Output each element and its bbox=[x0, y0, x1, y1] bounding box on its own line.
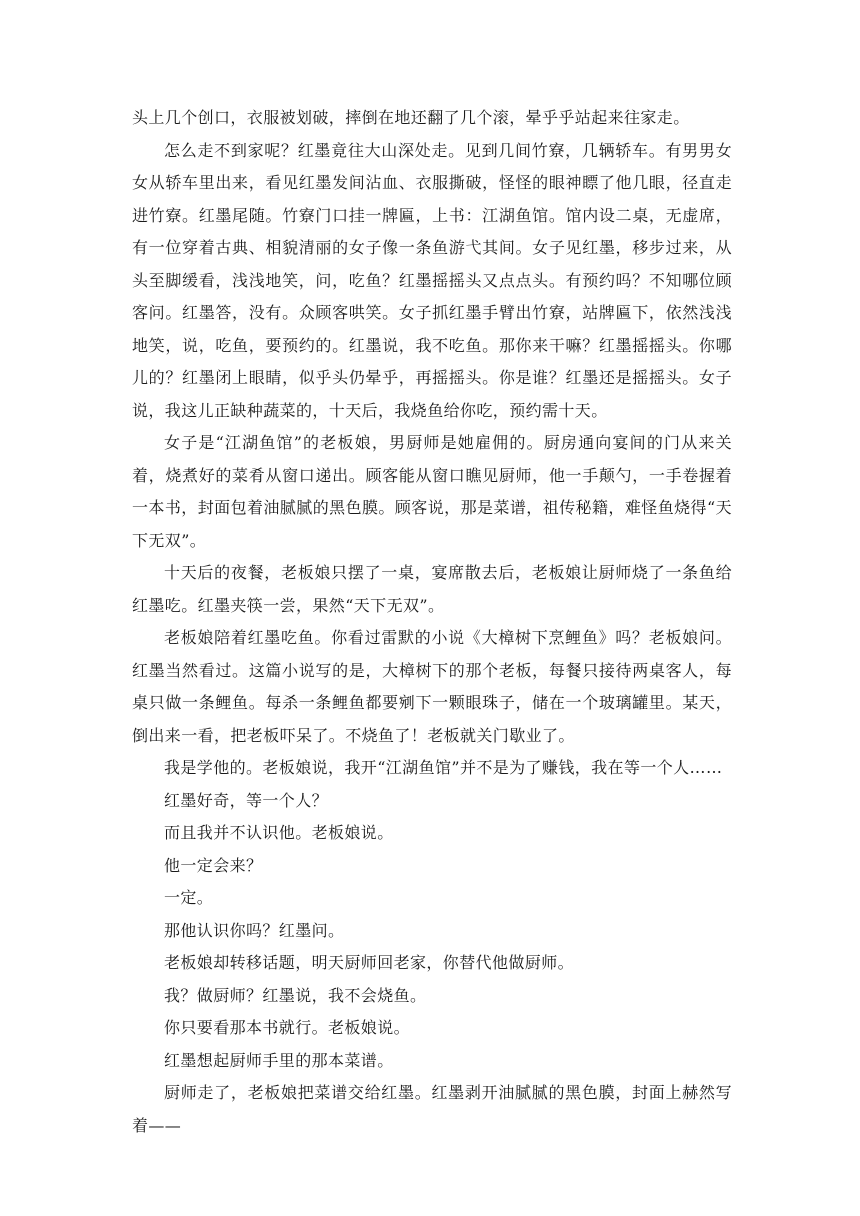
paragraph: 老板娘却转移话题，明天厨师回老家，你替代他做厨师。 bbox=[164, 953, 575, 972]
paragraph: 我是学他的。老板娘说，我开“江湖鱼馆”并不是为了赚钱，我在等一个人…… bbox=[164, 758, 723, 777]
paragraph: 女子是“江湖鱼馆”的老板娘，男厨师是她雇佣的。厨房通向宴间的门从来关着，烧煮好的菜肴从窗口递出。顾客能从窗口瞧见厨师，他一手颠勺，一手卷握着一本书，封面包着油腻腻的黑色膜。顾客说，那是菜谱，祖传秘籍，难怪鱼烧得“天下无双”。 bbox=[132, 433, 732, 550]
paragraph: 红墨想起厨师手里的那本菜谱。 bbox=[164, 1050, 394, 1070]
paragraph: 怎么走不到家呢？红墨竟往大山深处走。见到几间竹寮，几辆轿车。有男男女女从轿车里出来，看见红墨发间沾血、衣服撕破，怪怪的眼神瞟了他几眼，径直走进竹寮。红墨尾随。竹寮门口挂一牌匾，上书：江湖鱼馆。馆内设二桌，无虚席，有一位穿着古典、相貌清丽的女子像一条鱼游弋其间。女子见红墨，移步过来，从头至脚缓看，浅浅地笑，问，吃鱼？红墨摇摇头又点点头。有预约吗？不知哪位顾客问。红墨答，没有。众顾客哄笑。女子抓红墨手臂出竹寮，站牌匾下，依然浅浅地笑，说，吃鱼，要预约的。红墨说，我不吃鱼。那你来干嘛？红墨摇摇头。你哪儿的？红墨闭上眼睛，似乎头仍晕乎，再摇摇头。你是谁？红墨还是摇摇头。女子说，我这儿正缺种蔬菜的，十天后，我烧鱼给你吃，预约需十天。 bbox=[132, 140, 732, 420]
paragraph: 你只要看那本书就行。老板娘说。 bbox=[164, 1018, 411, 1037]
paragraph: 一定。 bbox=[164, 888, 214, 907]
paragraph: 我？做厨师？红墨说，我不会烧鱼。 bbox=[164, 985, 427, 1005]
paragraph: 那他认识你吗？红墨问。 bbox=[164, 920, 345, 940]
paragraph: 头上几个创口，衣服被划破，摔倒在地还翻了几个滚，晕乎乎站起来往家走。 bbox=[132, 108, 690, 127]
story-text bbox=[132, 102, 732, 1142]
paragraph: 他一定会来？ bbox=[164, 855, 263, 875]
paragraph: 十天后的夜餐，老板娘只摆了一桌，宴席散去后，老板娘让厨师烧了一条鱼给红墨吃。红墨夹筷一尝，果然“天下无双”。 bbox=[132, 563, 732, 615]
paragraph: 红墨好奇，等一个人？ bbox=[164, 790, 329, 810]
paragraph: 老板娘陪着红墨吃鱼。你看过雷默的小说《大樟树下烹鲤鱼》吗？老板娘问。红墨当然看过。这篇小说写的是，大樟树下的那个老板，每餐只接待两桌客人，每桌只做一条鲤鱼。每杀一条鲤鱼都要剜下一颗眼珠子，储在一个玻璃罐里。某天，倒出来一看，把老板吓呆了。不烧鱼了！老板就关门歇业了。 bbox=[132, 628, 732, 745]
paragraph: 而且我并不认识他。老板娘说。 bbox=[164, 823, 394, 842]
paragraph: 厨师走了，老板娘把菜谱交给红墨。红墨剥开油腻腻的黑色膜，封面上赫然写着—— bbox=[132, 1083, 732, 1135]
